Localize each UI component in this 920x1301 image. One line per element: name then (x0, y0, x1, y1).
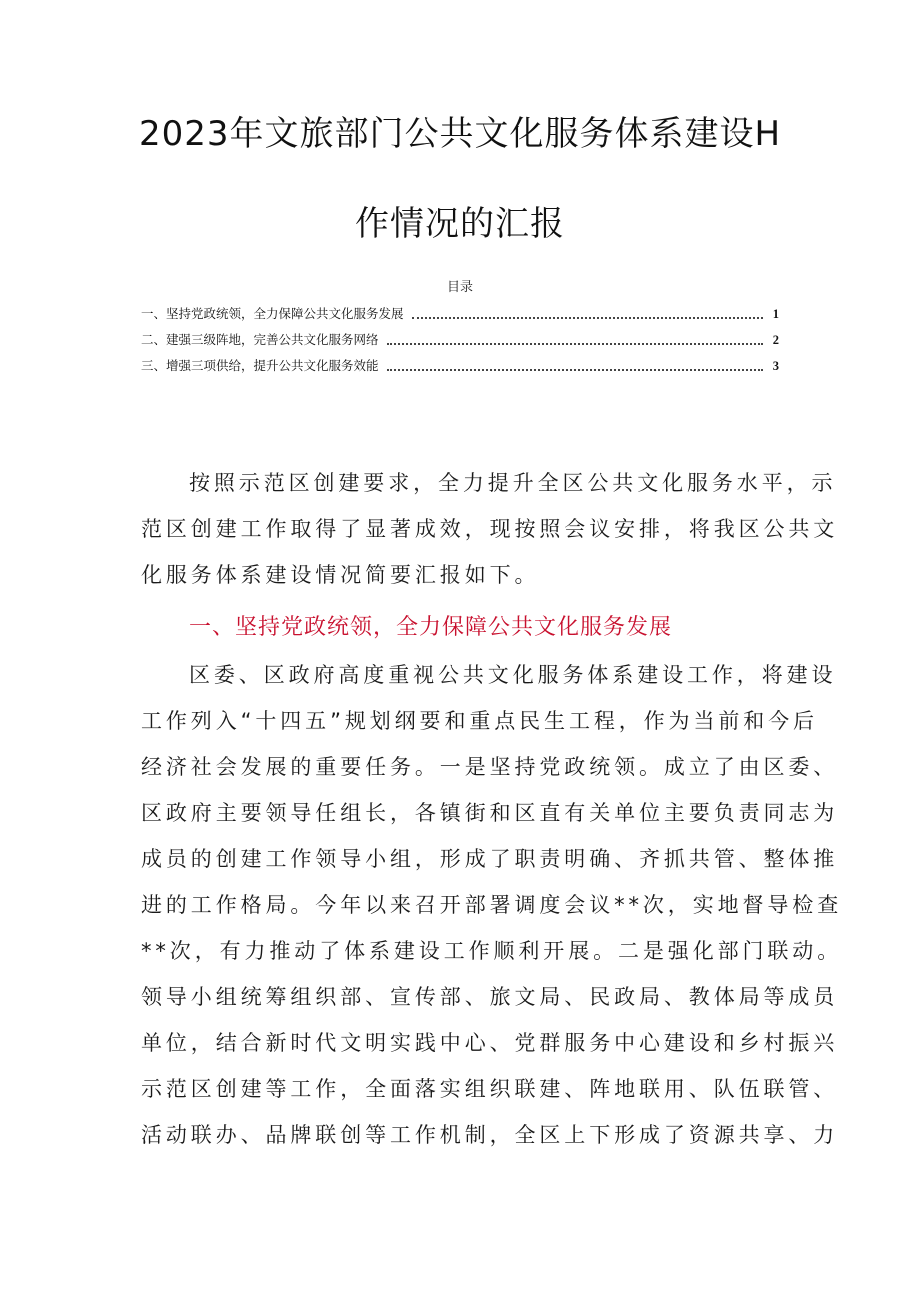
paragraph-line: 区委、区政府高度重视公共文化服务体系建设工作，将建设 (189, 663, 837, 687)
paragraph-line: 成员的创建工作领导小组，形成了职责明确、齐抓共管、整体推 (141, 847, 839, 871)
paragraph-line: 范区创建工作取得了显著成效，现按照会议安排，将我区公共文 (141, 517, 839, 541)
paragraph-line: **次，有力推动了体系建设工作顺利开展。二是强化部门联动。 (141, 939, 843, 963)
section-1-heading: 一、坚持党政统领，全力保障公共文化服务发展 (189, 615, 673, 640)
paragraph-line: 经济社会发展的重要任务。一是坚持党政统领。成立了由区委、 (141, 755, 839, 779)
paragraph-line: 活动联办、品牌联创等工作机制，全区上下形成了资源共享、力 (141, 1123, 839, 1147)
toc-entry[interactable] (141, 356, 779, 374)
toc-entry-label: 一、坚持党政统领，全力保障公共文化服务发展 (141, 306, 404, 321)
toc-entry-page: 3 (772, 359, 779, 373)
paragraph-line: 工作列入“十四五”规划纲要和重点民生工程，作为当前和今后 (141, 709, 818, 733)
toc-entry-label: 二、建强三级阵地，完善公共文化服务网络 (141, 332, 379, 347)
paragraph-line: 化服务体系建设情况简要汇报如下。 (141, 563, 540, 587)
paragraph-line: 按照示范区创建要求，全力提升全区公共文化服务水平，示 (189, 471, 837, 495)
toc-leader-dots (387, 368, 763, 371)
document-title-line-1: 2023年文旅部门公共文化服务体系建设H (138, 114, 782, 154)
toc-entry-page: 2 (772, 333, 779, 347)
toc-leader-dots (412, 316, 763, 319)
document-title-line-2: 作情况的汇报 (355, 204, 565, 244)
paragraph-line: 区政府主要领导任组长，各镇街和区直有关单位主要负责同志为 (141, 801, 839, 825)
paragraph-line: 进的工作格局。今年以来召开部署调度会议**次，实地督导检查 (141, 893, 843, 917)
toc-entry[interactable] (141, 330, 779, 348)
intro-paragraph (141, 460, 839, 598)
paragraph-line: 示范区创建等工作，全面落实组织联建、阵地联用、队伍联管、 (141, 1077, 839, 1101)
paragraph-line: 单位，结合新时代文明实践中心、党群服务中心建设和乡村振兴 (141, 1031, 839, 1055)
toc-leader-dots (387, 342, 763, 345)
toc-entry[interactable] (141, 304, 779, 322)
toc-entry-page: 1 (772, 307, 779, 321)
paragraph-line: 领导小组统筹组织部、宣传部、旅文局、民政局、教体局等成员 (141, 985, 839, 1009)
section-1-paragraph (141, 652, 843, 1158)
toc-heading: 目录 (446, 280, 473, 295)
toc-entry-label: 三、增强三项供给，提升公共文化服务效能 (141, 358, 379, 373)
